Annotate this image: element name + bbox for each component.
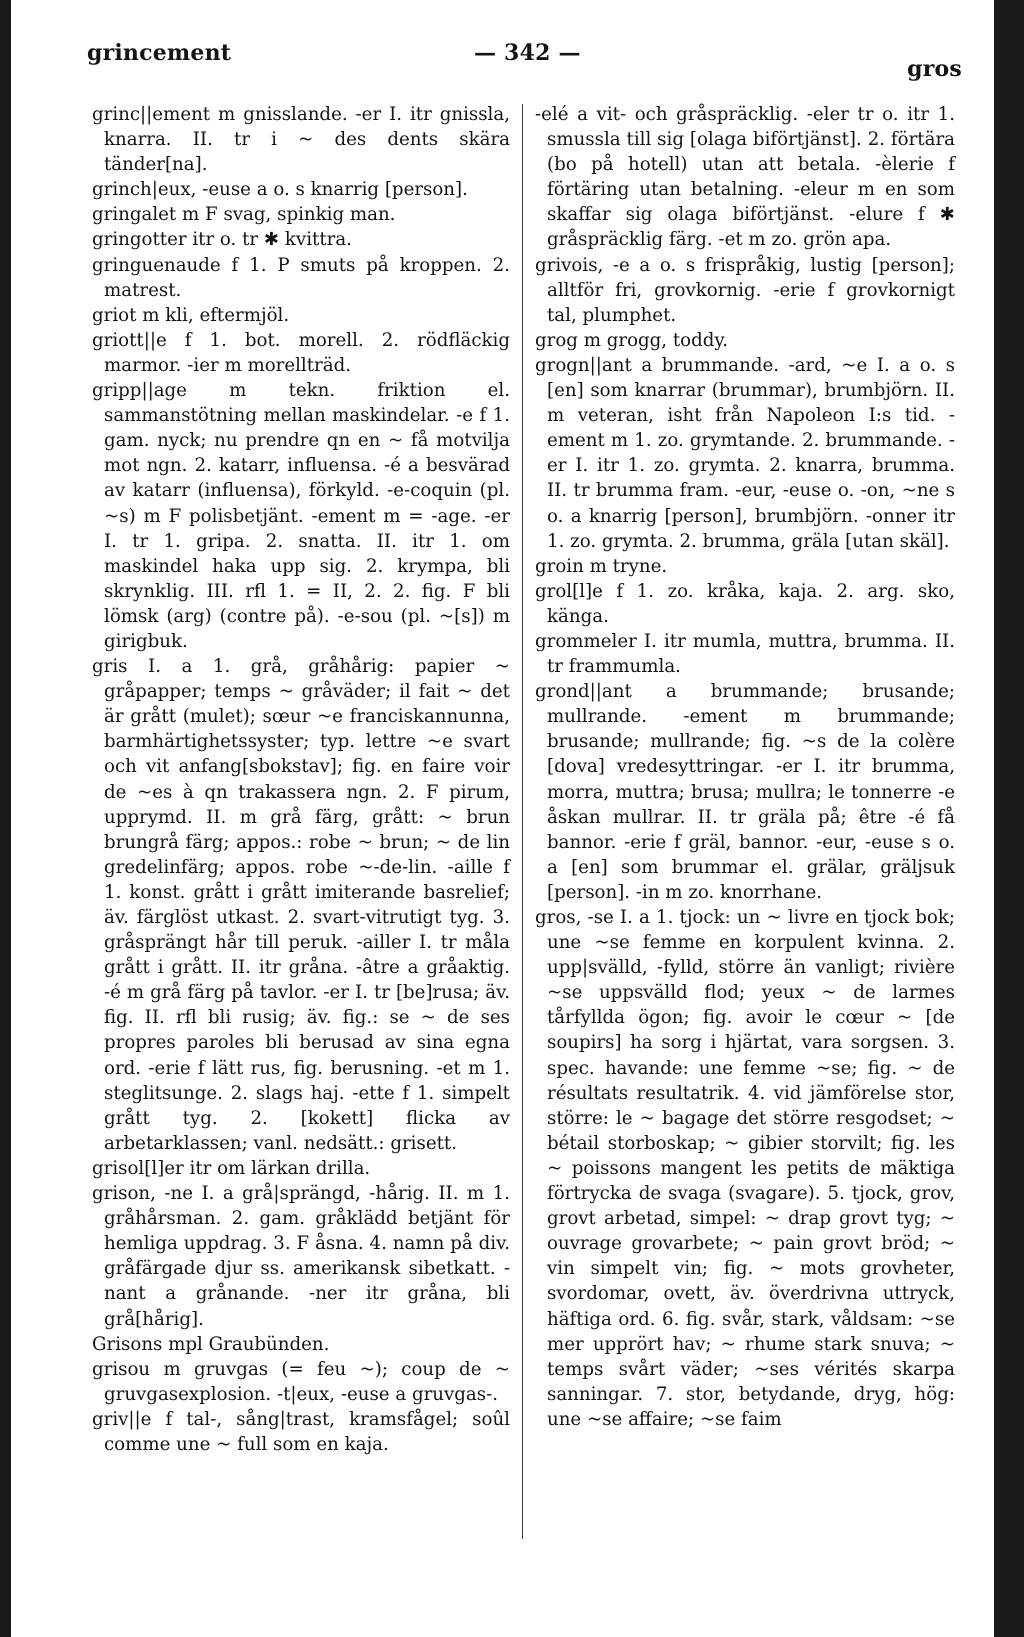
page-number: — 342 —	[474, 40, 581, 66]
right-column	[535, 102, 955, 1432]
scan-edge-left	[0, 0, 11, 1637]
guide-word-right: gros	[907, 56, 962, 82]
entry-grive: griv||e f tal-, sång|trast, kramsfågel; soûl comme une ~ full som en kaja.	[92, 1408, 510, 1455]
entry-gris: gris I. a 1. grå, gråhårig: papier ~ gråpapper; temps ~ gråväder; il fait ~ det är grått (mulet); sœur ~e franciskannunna, barmhärtighetssyster; typ. lettre ~e svart och vit anfang[sbokstav]; fig. en faire voir de ~es à qn trakassera ngn. 2. F pirum, upprymd. II. m grå färg, grått: ~ brun brungrå färg; appos.: robe ~ brun; ~ de lin gredelinfärg; appos. robe ~-de-lin. -aille f 1. konst. grått i grått imiterande basrelief; äv. färglöst utkast. 2. svart-vitrutigt tyg. 3. gråsprängt hår till peruk. -ailler I. tr måla grått i grått. II. itr gråna. -âtre a gråaktig. -é m grå färg på tavlor. -er I. tr [be]rusa; äv. fig. II. rfl bli rusig; äv. fig.: se ~ de ses propres paroles bli berusad av sina egna ord. -erie f lätt rus, fig. berusning. -et m 1. steglitsunge. 2. slags haj. -ette f 1. simpelt grått tyg. 2. [kokett] flicka av arbetarklassen; vanl. nedsätt.: grisett.	[92, 656, 510, 1154]
entry-griot: griot m kli, eftermjöl.	[92, 304, 290, 326]
scan-edge-right	[994, 0, 1024, 1637]
entry-gringotter: gringotter itr o. tr ✱ kvittra.	[92, 229, 352, 251]
entry-grog: grog m grogg, toddy.	[535, 329, 729, 351]
entry-grommeler: grommeler I. itr mumla, muttra, brumma. II. tr frammumla.	[535, 630, 955, 678]
column-divider	[522, 104, 523, 1539]
entry-grisou: grisou m gruvgas (= feu ~); coup de ~ gruvgasexplosion. -t|eux, -euse a gruvgas-.	[92, 1358, 510, 1405]
entry-grivele-cont: -elé a vit- och gråspräcklig. -eler tr o. itr 1. smussla till sig [olaga biförtjänst]. 2. förtära (bo på hotell) utan att betala. -èlerie f förtäring utan betalning. -eleur m en som skaffar sig olaga biförtjänst. -elure f ✱ gråspräcklig färg. -et m zo. grön apa.	[535, 104, 955, 251]
entry-grincheux: grinch|eux, -euse a o. s knarrig [person].	[92, 179, 468, 201]
entry-grisons: Grisons mpl Graubünden.	[92, 1333, 330, 1355]
entry-gringalet: gringalet m F svag, spinkig man.	[92, 204, 396, 226]
entry-grisoller: grisol[l]er itr om lärkan drilla.	[92, 1157, 371, 1179]
entry-griotte: griott||e f 1. bot. morell. 2. rödfläckig marmor. -ier m morellträd.	[92, 329, 510, 376]
guide-word-left: grincement	[87, 40, 232, 66]
left-column	[92, 102, 510, 1457]
entry-grolle: grol[l]e f 1. zo. kråka, kaja. 2. arg. sko, känga.	[535, 580, 955, 627]
entry-grognant: grogn||ant a brummande. -ard, ~e I. a o. s [en] som knarrar (brummar), brumbjörn. II. m veteran, isht från Napoleon I:s tid. -ement m 1. zo. grymtande. 2. brummande. -er I. itr 1. zo. grymta. 2. knarra, brumma. II. tr brumma fram. -eur, -euse o. -on, ~ne s o. a knarrig [person], brumbjörn. -onner itr 1. zo. grymta. 2. brumma, gräla [utan skäl].	[535, 354, 955, 552]
entry-grivois: grivois, -e a o. s frispråkig, lustig [person]; alltför fri, grovkornig. -erie f grovkornigt tal, plumphet.	[535, 254, 955, 326]
entry-gros: gros, -se I. a 1. tjock: un ~ livre en tjock bok; une ~se femme en korpulent kvinna. 2. upp|svälld, -fylld, större än vanligt; rivière ~se uppsvälld flod; yeux ~ de larmes tårfyllda ögon; fig. avoir le cœur ~ [de soupirs] ha sorg i hjärtat, vara sorgsen. 3. spec. havande: une femme ~se; fig. ~ de résultats resultatrik. 4. vid jämförelse stor, större: le ~ bagage det större resgodset; ~ bétail storboskap; ~ gibier storvilt; fig. les ~ poissons mangent les petits de mäktiga förtrycka de svaga (svagare). 5. tjock, grov, grovt arbetad, simpel: ~ drap grovt tyg; ~ ouvrage grovarbete; ~ pain grovt bröd; ~ vin simpelt vin; fig. ~ mots grovheter, svordomar, ovett, äv. överdrivna uttryck, häftiga ord. 6. fig. svår, stark, våldsam: ~se mer upprört hav; ~ rhume stark snuva; ~ temps svårt väder; ~ses vérités skarpa sanningar. 7. stor, betydande, dryg, hög: une ~se affaire; ~se faim	[535, 907, 955, 1430]
entry-gringuenaude: gringuenaude f 1. P smuts på kroppen. 2. matrest.	[92, 254, 510, 301]
entry-grondant: grond||ant a brummande; brusande; mullrande. -ement m brummande; brusande; mullrande; fig. ~s de la colère [dova] vredesyttringar. -er I. itr brumma, morra, muttra; brusa; mullra; le tonnerre -e åskan mullrar. II. tr gräla på; être -é få bannor. -erie f gräl, bannor. -eur, -euse s o. a [en] som brummar el. grälar, gräljsuk [person]. -in m zo. knorrhane.	[535, 681, 955, 903]
entry-grippage: gripp||age m tekn. friktion el. sammanstötning mellan maskindelar. -e f 1. gam. nyck; nu prendre qn en ~ få motvilja mot ngn. 2. katarr, influensa. -é a besvärad av katarr (influensa), förkyld. -e-coquin (pl. ~s) m F polisbetjänt. -ement m = -age. -er I. tr 1. gripa. 2. snatta. II. itr 1. om maskindel haka upp sig. 2. krympa, bli skrynklig. III. rfl 1. = II, 2. 2. fig. F bli lömsk (arg) (contre på). -e-sou (pl. ~[s]) m girigbuk.	[92, 380, 510, 652]
entry-grison: grison, -ne I. a grå|sprängd, -hårig. II. m 1. gråhårsman. 2. gam. gråklädd betjänt för hemliga uppdrag. 3. F åsna. 4. namn på div. gråfärgade djur ss. amerikansk sibetkatt. -nant a grånande. -ner itr gråna, bli grå[hårig].	[92, 1183, 510, 1330]
entry-groin: groin m tryne.	[535, 555, 668, 577]
entry-grincement: grinc||ement m gnisslande. -er I. itr gnissla, knarra. II. tr i ~ des dents skära tänder[na].	[92, 104, 510, 176]
